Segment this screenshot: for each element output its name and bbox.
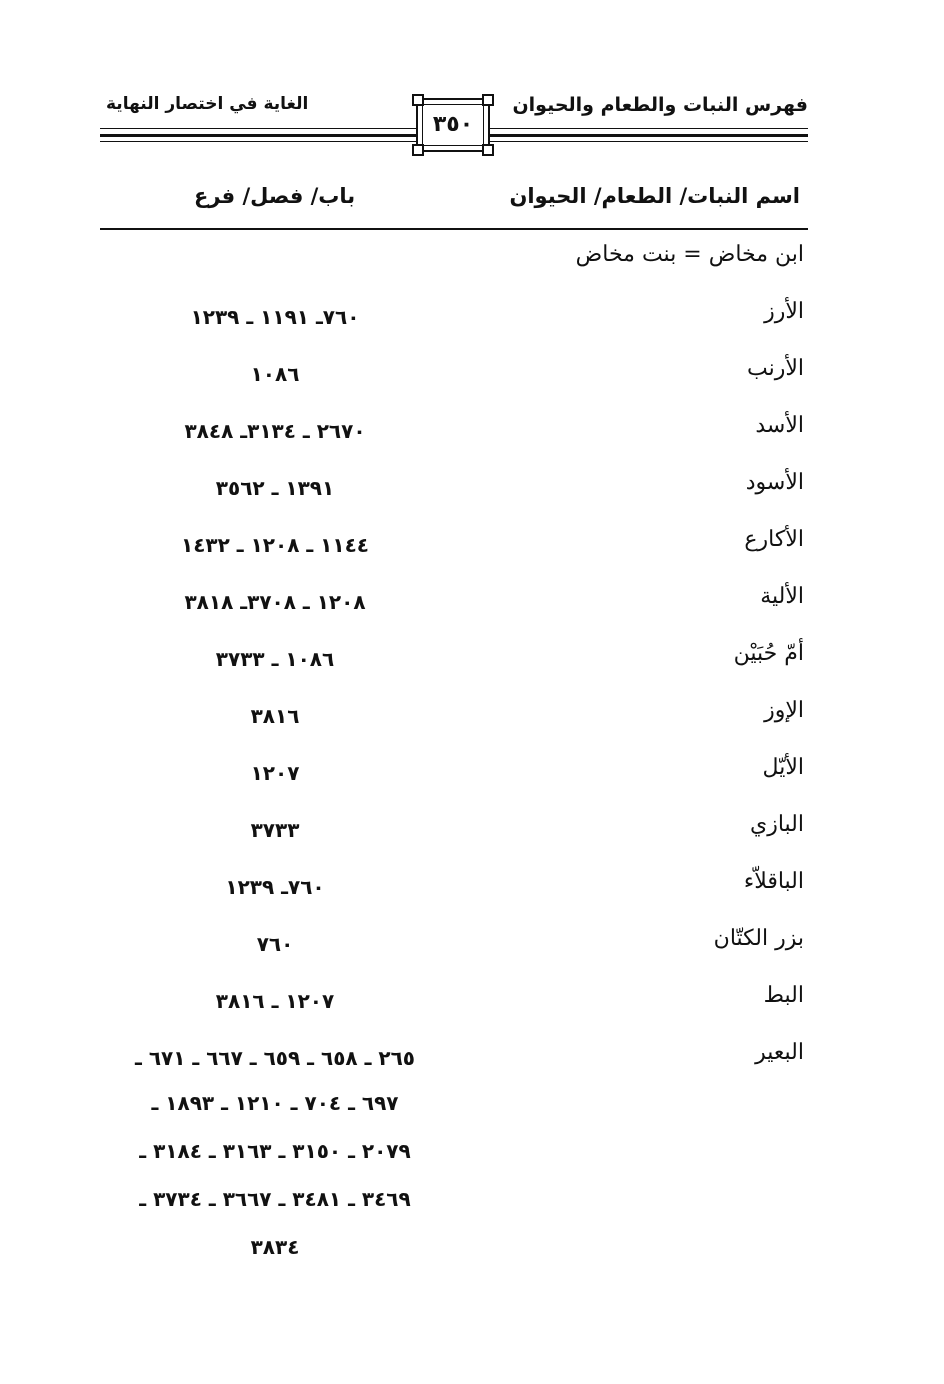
index-row (100, 863, 808, 920)
entry-refs: ٣٧٣٣ (250, 818, 300, 842)
column-header-rule (100, 228, 808, 230)
column-label-name: اسم النبات/ الطعام/ الحيوان (509, 184, 800, 208)
entry-name: البازي (749, 812, 804, 837)
entry-name: الأكارع (744, 527, 804, 552)
refs-continuation-line (100, 1187, 808, 1235)
entry-refs: ١٢٠٨ ـ ٣٧٠٨ـ ٣٨١٨ (184, 590, 366, 614)
index-row (100, 749, 808, 806)
entry-refs: ٢٦٥ ـ ٦٥٨ ـ ٦٥٩ ـ ٦٦٧ ـ ٦٧١ ـ (135, 1046, 415, 1070)
entry-name: أمّ حُبَيْن (733, 641, 804, 666)
index-row (100, 635, 808, 692)
running-header (100, 88, 808, 168)
entry-refs: ٣٨٣٤ (250, 1235, 300, 1259)
entry-name: الأسد (755, 413, 804, 438)
column-label-refs: باب/ فصل/ فرع (194, 184, 356, 208)
column-header (100, 176, 808, 230)
index-row (100, 350, 808, 407)
ornament-corner (482, 144, 494, 156)
section-title: فهرس النبات والطعام والحيوان (512, 94, 808, 116)
entry-refs: ٢٠٧٩ ـ ٣١٥٠ ـ ٣١٦٣ ـ ٣١٨٤ ـ (139, 1139, 411, 1163)
index-row (100, 293, 808, 350)
page-number-box (416, 98, 490, 152)
entry-name: الأرنب (746, 356, 804, 381)
entry-name: البعير (755, 1040, 804, 1065)
entry-name: ابن مخاض = بنت مخاض (575, 242, 804, 267)
entry-refs: ٧٦٠ (256, 932, 294, 956)
entry-refs: ٣٨١٦ (250, 704, 300, 728)
index-row (100, 806, 808, 863)
page-number: ٣٥٠ (432, 112, 474, 137)
index-row (100, 977, 808, 1034)
entry-name: البط (763, 983, 804, 1008)
entry-refs: ٣٤٦٩ ـ ٣٤٨١ ـ ٣٦٦٧ ـ ٣٧٣٤ ـ (139, 1187, 411, 1211)
book-title: الغاية في اختصار النهاية (106, 94, 309, 114)
entry-name: الباقلاّء (743, 869, 804, 894)
entry-refs: ١٢٠٧ ـ ٣٨١٦ (215, 989, 335, 1013)
entry-name: بزر الكتّان (713, 926, 804, 951)
entry-refs: ٦٩٧ ـ ٧٠٤ ـ ١٢١٠ ـ ١٨٩٣ ـ (151, 1091, 399, 1115)
index-row (100, 236, 808, 293)
entry-name: الأرز (764, 299, 804, 324)
refs-continuation-line (100, 1235, 808, 1283)
entry-refs: ١١٤٤ ـ ١٢٠٨ ـ ١٤٣٢ (180, 533, 369, 557)
refs-continuation-line (100, 1091, 808, 1139)
ornament-corner (412, 94, 424, 106)
refs-continuation-line (100, 1139, 808, 1187)
entry-name: الألية (760, 584, 804, 609)
index-row (100, 920, 808, 977)
index-row (100, 578, 808, 635)
entry-refs: ٧٦٠ـ ١٢٣٩ (225, 875, 325, 899)
index-entries (100, 236, 808, 1283)
entry-refs: ٧٦٠ـ ١١٩١ ـ ١٢٣٩ (190, 305, 360, 329)
index-row (100, 407, 808, 464)
entry-refs: ٢٦٧٠ ـ ٣١٣٤ـ ٣٨٤٨ (184, 419, 366, 443)
entry-name: الأيّل (762, 755, 804, 780)
entry-refs: ١٣٩١ ـ ٣٥٦٢ (215, 476, 335, 500)
index-row (100, 464, 808, 521)
ornament-corner (482, 94, 494, 106)
entry-refs: ١٠٨٦ (250, 362, 300, 386)
entry-refs: ١٠٨٦ ـ ٣٧٣٣ (215, 647, 335, 671)
index-row (100, 521, 808, 578)
ornament-corner (412, 144, 424, 156)
entry-name: الأسود (745, 470, 804, 495)
index-row (100, 692, 808, 749)
entry-refs: ١٢٠٧ (250, 761, 300, 785)
index-row (100, 1034, 808, 1091)
entry-name: الإوز (764, 698, 804, 723)
